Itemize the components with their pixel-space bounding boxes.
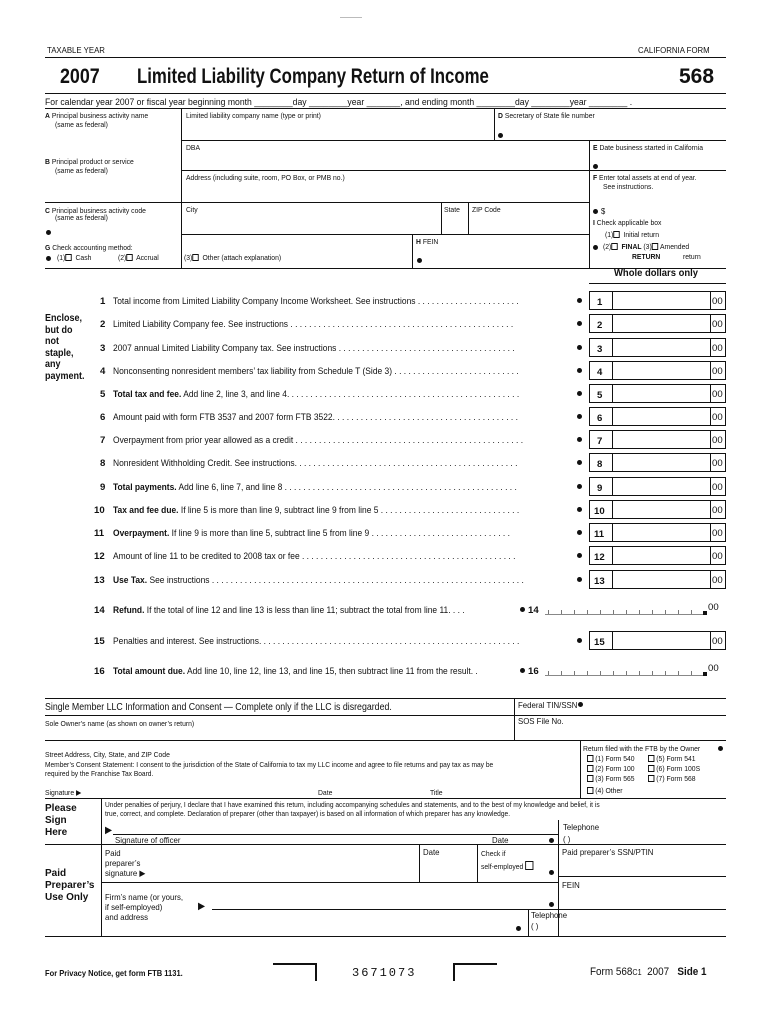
smllc-title: Single Member LLC Information and Consent — Complete only if the LLC is disregarded. (45, 702, 392, 713)
state-field[interactable]: State (444, 205, 460, 214)
box-number: 5 (597, 390, 603, 401)
cents-value: 00 (712, 528, 723, 539)
line-number: 3 (100, 343, 106, 354)
bullet-icon (593, 209, 598, 214)
form-540-checkbox[interactable] (587, 755, 593, 762)
amount-field-16[interactable] (545, 675, 705, 676)
cents-value: 00 (712, 366, 723, 377)
cents-value: 00 (712, 343, 723, 354)
other-form-checkbox[interactable] (587, 787, 593, 794)
line-number: 10 (94, 505, 105, 516)
check-if-label: Check if (481, 849, 506, 858)
box-number: 8 (597, 459, 603, 470)
box-number: 6 (597, 413, 603, 424)
bullet-icon (577, 553, 582, 558)
cents-value: 00 (712, 435, 723, 446)
perjury-declaration-cont: true, correct, and complete. Declaration of preparer (other than taxpayer) is based on all information of which preparer has any knowledge. (105, 809, 511, 818)
perjury-declaration: Under penalties of perjury, I declare that I have examined this return, including accompanying schedules and statements, and to the best of my knowledge and belief, it is (105, 800, 600, 809)
form-100s-checkbox[interactable] (648, 765, 654, 772)
same-as-federal-a: (same as federal) (55, 120, 108, 129)
officer-signature-field[interactable]: Signature of officer (115, 835, 181, 845)
initial-return-label: Initial return (623, 230, 660, 239)
line-number: 16 (94, 666, 105, 677)
bullet-icon (46, 256, 51, 261)
owner-signature-field[interactable]: Signature (45, 788, 75, 797)
amount-field-8[interactable] (589, 453, 726, 472)
form-541-checkbox[interactable] (648, 755, 654, 762)
amount-field-3[interactable] (589, 338, 726, 357)
bullet-icon (577, 638, 582, 643)
bullet-icon (46, 230, 51, 235)
bullet-icon (549, 902, 554, 907)
line-number: 4 (100, 366, 106, 377)
business-activity-code-label: Principal business activity code (51, 206, 146, 215)
amended-return-checkbox[interactable] (652, 243, 658, 250)
cents-value: 00 (712, 389, 723, 400)
same-as-federal-b: (same as federal) (55, 166, 108, 175)
accounting-method-label: Check accounting method: (52, 243, 133, 252)
calendar-year-line[interactable]: For calendar year 2007 or fiscal year beginning month ________day ________year _______, and ending month ________day ________year ________ . (45, 97, 633, 108)
bullet-icon (577, 298, 582, 303)
preparer-ssn-field[interactable]: Paid preparer’s SSN/PTIN (562, 847, 654, 857)
sole-owner-name-field[interactable]: Sole Owner’s name (as shown on owner’s return) (45, 719, 195, 728)
box-number: 9 (597, 483, 603, 494)
firm-name-address-field[interactable]: Firm’s name (or yours, if self-employed) and address (105, 892, 184, 923)
dba-field[interactable]: DBA (186, 143, 200, 152)
officer-date-field[interactable]: Date (492, 835, 509, 845)
line-description: Nonresident Withholding Credit. See instructions. . . . . . . . . . . . . . . . . . . . . . . . . . . . . . . . . . . . . . . . . . . . . . . . (113, 458, 518, 469)
line-description: Total amount due. Add line 10, line 12, line 13, and line 15, then subtract line 11 from the result. . (113, 666, 478, 677)
box-number: 3 (597, 344, 603, 355)
enclose-note: Enclose, but do not staple, any payment. (45, 313, 85, 382)
owner-date-field[interactable]: Date (318, 788, 333, 797)
box-number: 4 (597, 367, 603, 378)
cents-value: 00 (712, 505, 723, 516)
line-description: Nonconsenting nonresident members’ tax liability from Schedule T (Side 3) . . . . . . . . . . . . . . . . . . . . . . . . . . . (113, 366, 519, 377)
bullet-icon (417, 258, 422, 263)
box-number: 11 (594, 529, 605, 540)
taxable-year-label: TAXABLE YEAR (47, 45, 105, 55)
line-description: Total income from Limited Liability Company Income Worksheet. See instructions . . . . . . . . . . . . . . . . . . . . . . (113, 296, 519, 307)
sos-file-number-field[interactable]: Secretary of State file number (504, 111, 595, 120)
bullet-icon (520, 668, 525, 673)
california-form-label: CALIFORNIA FORM (638, 45, 710, 55)
cents-value: 00 (712, 412, 723, 423)
line-description: Refund. If the total of line 12 and line 13 is less than line 11; subtract the total from line 11. . . . (113, 605, 465, 616)
same-as-federal-c: (same as federal) (55, 213, 108, 222)
bullet-icon (577, 414, 582, 419)
fein-field[interactable]: FEIN (422, 237, 439, 246)
form-565-checkbox[interactable] (587, 775, 593, 782)
box-number: 16 (528, 666, 539, 677)
box-number: 15 (594, 637, 605, 648)
line-description: Amount of line 11 to be credited to 2008 tax or fee . . . . . . . . . . . . . . . . . . . . . . . . . . . . . . . . . . . . . . . . . . . . . . (113, 551, 516, 562)
principal-business-activity-label: Principal business activity name (51, 111, 149, 120)
llc-name-field[interactable]: Limited liability company name (type or print) (186, 111, 321, 120)
bullet-icon (577, 321, 582, 326)
total-assets-field[interactable]: $ (601, 206, 606, 216)
bullet-icon (577, 368, 582, 373)
line-number: 8 (100, 458, 106, 469)
cents-value: 00 (708, 663, 719, 674)
bullet-icon (498, 133, 503, 138)
amount-field-13[interactable] (589, 570, 726, 589)
preparer-date-field[interactable]: Date (423, 847, 440, 857)
officer-telephone-field[interactable]: Telephone (563, 822, 600, 832)
whole-dollars-label: Whole dollars only (614, 267, 699, 279)
sos-file-no-field[interactable]: SOS File No. (518, 716, 564, 726)
cash-checkbox[interactable] (65, 254, 71, 261)
cents-value: 00 (712, 319, 723, 330)
amount-field-1[interactable] (589, 291, 726, 310)
cents-value: 00 (708, 602, 719, 613)
form-number: 568 (679, 65, 715, 88)
amount-field-12[interactable] (589, 546, 726, 565)
amount-field-7[interactable] (589, 430, 726, 449)
date-business-started-field[interactable]: Date business started in California (599, 143, 703, 152)
line-number: 15 (94, 636, 105, 647)
cents-value: 00 (712, 636, 723, 647)
bullet-icon (578, 702, 583, 707)
preparer-telephone-field[interactable]: Telephone (531, 910, 568, 920)
cents-value: 00 (712, 551, 723, 562)
footer-form-id: Form 568C1 2007 Side 1 (590, 966, 707, 978)
cents-value: 00 (712, 575, 723, 586)
form-568-checkbox[interactable] (648, 775, 654, 782)
return-label: return (683, 252, 701, 261)
bullet-icon (577, 391, 582, 396)
line-number: 6 (100, 412, 106, 423)
preparer-signature-field[interactable]: Paid preparer’s signature ▶ (105, 848, 146, 879)
amount-field-9[interactable] (589, 477, 726, 496)
bullet-icon (577, 484, 582, 489)
accrual-checkbox[interactable] (126, 254, 132, 261)
owner-title-field[interactable]: Title (430, 788, 443, 797)
line-description: Penalties and interest. See instructions. . . . . . . . . . . . . . . . . . . . . . . . . . . . . . . . . . . . . . . . . . . . . . . . . . . . . . . . (113, 636, 520, 647)
preparer-phone-parens: ( ) (531, 921, 539, 931)
form-title: Limited Liability Company Return of Income (137, 65, 489, 88)
city-field[interactable]: City (186, 205, 198, 214)
box-number: 10 (594, 506, 605, 517)
cents-value: 00 (712, 296, 723, 307)
amount-field-10[interactable] (589, 500, 726, 519)
total-assets-label: Enter total assets at end of year. (599, 173, 697, 182)
bullet-icon (593, 245, 598, 250)
officer-phone-parens: ( ) (563, 834, 571, 844)
line-number: 11 (94, 528, 105, 539)
bullet-icon (516, 926, 521, 931)
member-consent-statement-cont: required by the Franchise Tax Board. (45, 769, 154, 778)
street-address-field[interactable]: Street Address, City, State, and ZIP Code (45, 750, 170, 759)
line-number: 13 (94, 575, 105, 586)
bullet-icon (520, 607, 525, 612)
line-number: 1 (100, 296, 106, 307)
bullet-icon (577, 345, 582, 350)
line-number: 9 (100, 482, 106, 493)
box-number: 1 (597, 297, 603, 308)
bullet-icon (593, 164, 598, 169)
amount-field-4[interactable] (589, 361, 726, 380)
amount-field-2[interactable] (589, 314, 726, 333)
principal-product-label: Principal product or service (51, 157, 134, 166)
self-employed-checkbox[interactable] (525, 861, 533, 870)
see-instructions-f: See instructions. (603, 182, 654, 191)
other-method-checkbox[interactable] (192, 254, 198, 261)
line-description: Overpayment. If line 9 is more than line 5, subtract line 5 from line 9 . . . . . . . . . . . . . . . . . . . . . . . . . . . . . . (113, 528, 510, 539)
member-consent-statement: Member’s Consent Statement: I consent to the jurisdiction of the State of California to tax my LLC income and agree to file returns and pay tax as may be (45, 760, 494, 769)
line-description: Limited Liability Company fee. See instructions . . . . . . . . . . . . . . . . . . . . . . . . . . . . . . . . . . . . . . . . . . . . . . . . (113, 319, 514, 330)
line-description: Total tax and fee. Add line 2, line 3, and line 4. . . . . . . . . . . . . . . . . . . . . . . . . . . . . . . . . . . . . . . . . . . . . . . . . . (113, 389, 520, 400)
amount-field-6[interactable] (589, 407, 726, 426)
privacy-notice: For Privacy Notice, get form FTB 1131. (45, 969, 183, 978)
amount-field-11[interactable] (589, 523, 726, 542)
cents-value: 00 (712, 458, 723, 469)
bullet-icon (577, 460, 582, 465)
amended-label: Amended (660, 242, 690, 251)
form-100-checkbox[interactable] (587, 765, 593, 772)
box-number: 7 (597, 436, 603, 447)
bullet-icon (718, 746, 723, 751)
line-number: 14 (94, 605, 105, 616)
line-number: 2 (100, 319, 106, 330)
paid-preparer-label: Paid Preparer’s Use Only (45, 868, 95, 903)
line-description: Amount paid with form FTB 3537 and 2007 form FTB 3522. . . . . . . . . . . . . . . . . . . . . . . . . . . . . . . . . . . . . . . . (113, 412, 518, 423)
box-number: 14 (528, 605, 539, 616)
line-description: 2007 annual Limited Liability Company tax. See instructions . . . . . . . . . . . . . . . . . . . . . . . . . . . . . . . . . . . . . . (113, 343, 515, 354)
bullet-icon (549, 838, 554, 843)
form-code: 3671073 (352, 966, 417, 980)
bullet-icon (549, 870, 554, 875)
check-applicable-box-label: Check applicable box (596, 218, 662, 227)
preparer-fein-field[interactable]: FEIN (562, 880, 580, 890)
line-description: Tax and fee due. If line 5 is more than line 9, subtract line 9 from line 5 . . . . . . . . . . . . . . . . . . . . . . . . . . . . . . (113, 505, 520, 516)
box-number: 2 (597, 320, 603, 331)
bullet-icon (577, 577, 582, 582)
amount-field-15[interactable] (589, 631, 726, 650)
bullet-icon (577, 437, 582, 442)
amount-field-14[interactable] (545, 614, 705, 615)
return-filed-with-label: Return filed with the FTB by the Owner (583, 744, 701, 753)
federal-tin-field[interactable]: Federal TIN/SSN (518, 700, 578, 710)
zip-code-field[interactable]: ZIP Code (472, 205, 501, 214)
line-description: Total payments. Add line 6, line 7, and line 8 . . . . . . . . . . . . . . . . . . . . . . . . . . . . . . . . . . . . . . . . . . . . . . . . . . (113, 482, 517, 493)
line-number: 12 (94, 551, 105, 562)
tax-year: 2007 (60, 65, 100, 88)
final-label: FINAL (621, 242, 642, 251)
address-field[interactable]: Address (including suite, room, PO Box, or PMB no.) (186, 173, 345, 182)
bullet-icon (577, 507, 582, 512)
line-number: 5 (100, 389, 106, 400)
initial-return-checkbox[interactable] (613, 231, 619, 238)
cents-value: 00 (712, 482, 723, 493)
amount-field-5[interactable] (589, 384, 726, 403)
line-description: Use Tax. See instructions . . . . . . . . . . . . . . . . . . . . . . . . . . . . . . . . . . . . . . . . . . . . . . . . . . . . . . . . . . . . . . . . . . . (113, 575, 524, 586)
please-sign-here-label: Please Sign Here (45, 803, 77, 838)
box-number: 13 (594, 576, 605, 587)
box-number: 12 (594, 552, 605, 563)
line-description: Overpayment from prior year allowed as a credit . . . . . . . . . . . . . . . . . . . . . . . . . . . . . . . . . . . . . . . . . . . . . . . . . (113, 435, 524, 446)
bullet-icon (577, 530, 582, 535)
final-return-checkbox[interactable] (611, 243, 617, 250)
line-number: 7 (100, 435, 106, 446)
